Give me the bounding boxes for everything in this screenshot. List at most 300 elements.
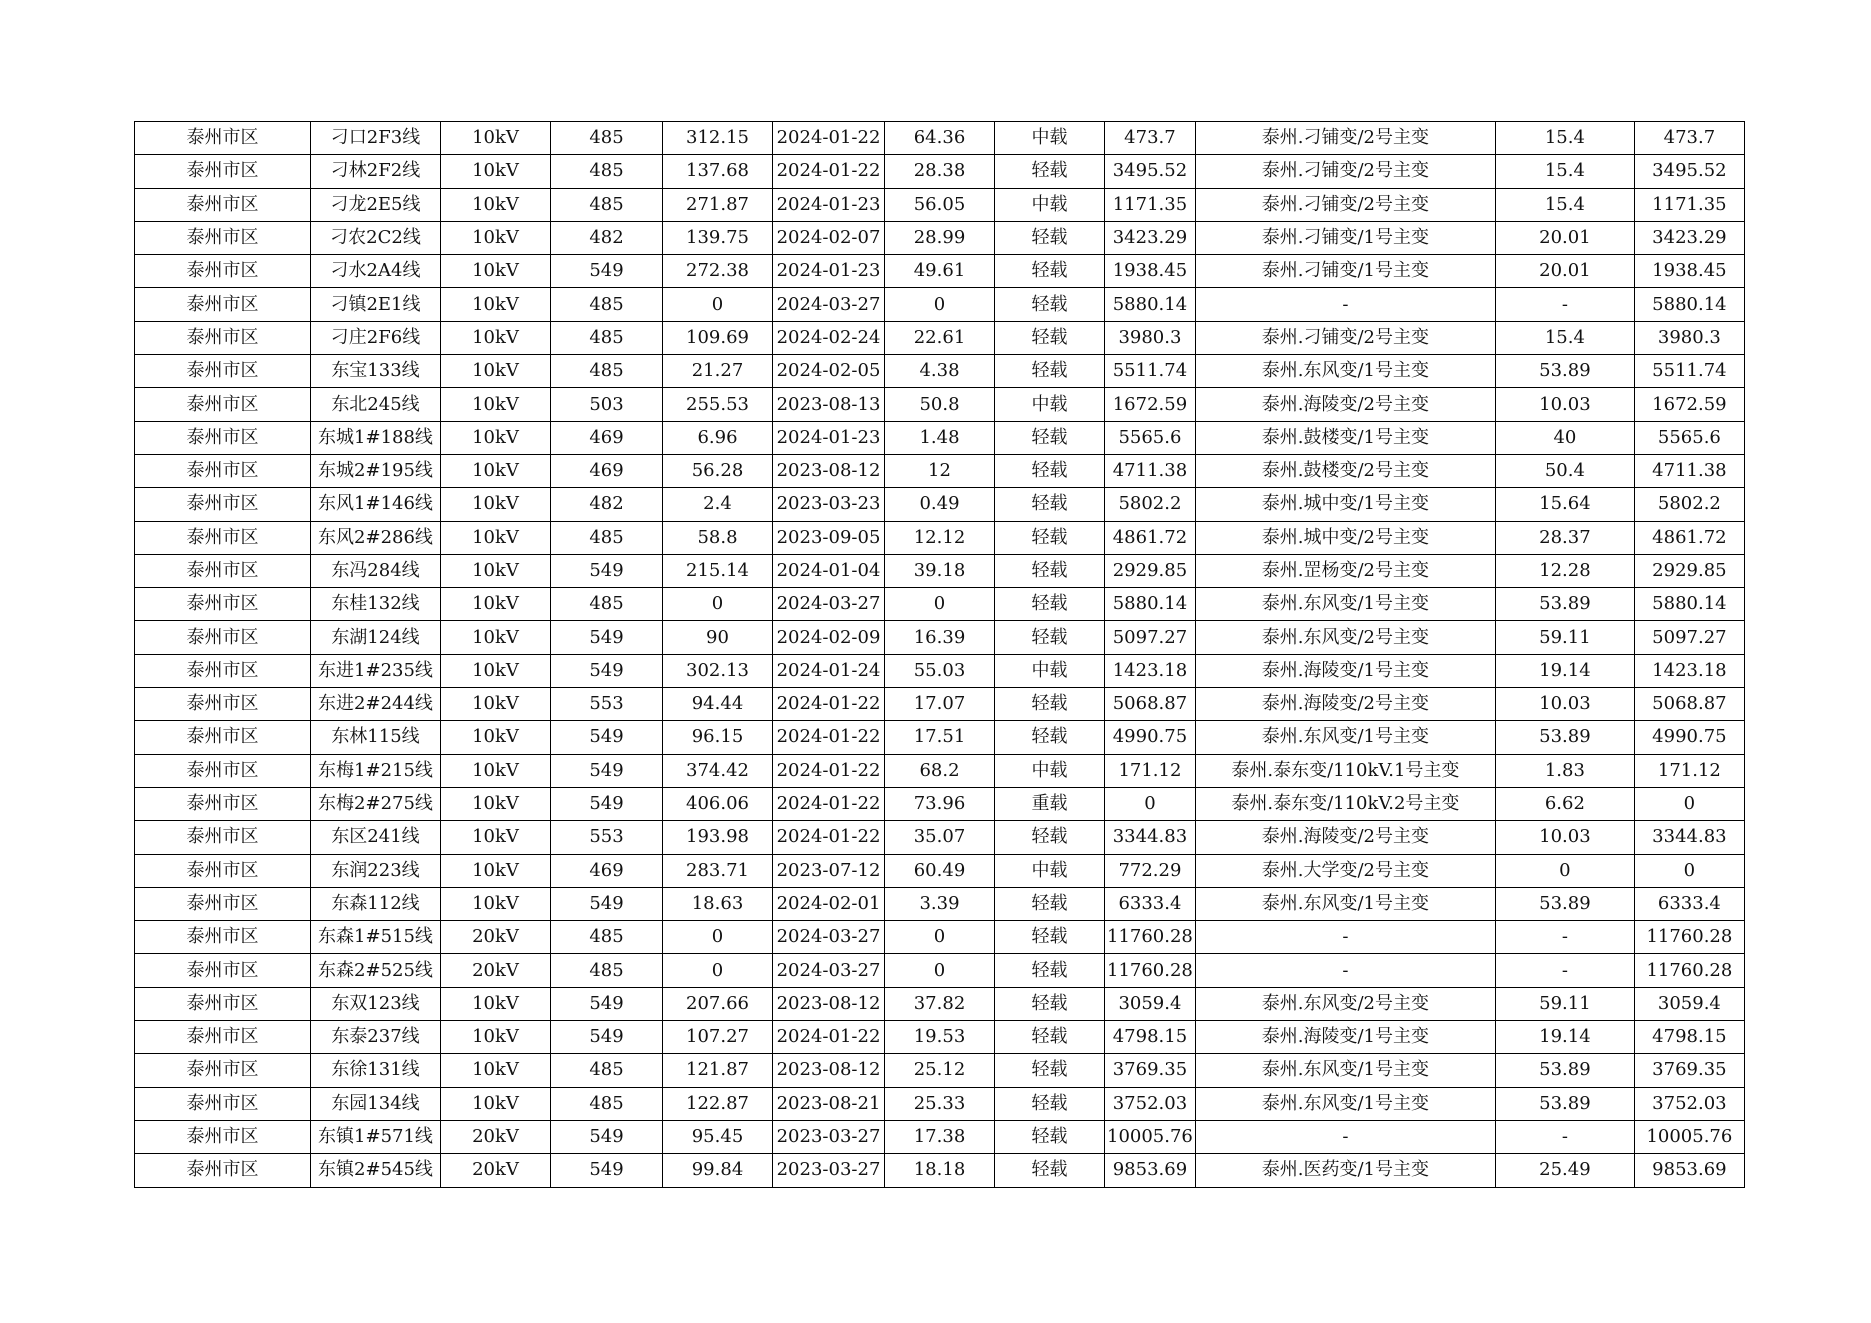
load-rate-cell: 0 (885, 954, 995, 987)
voltage-cell: 10kV (441, 155, 551, 188)
line-name-cell: 东城1#188线 (311, 421, 441, 454)
available-capacity-cell: 3423.29 (1105, 221, 1196, 254)
rated-current-cell: 485 (551, 122, 663, 155)
substation-cell: 泰州.医药变/1号主变 (1195, 1154, 1495, 1187)
region-cell: 泰州市区 (135, 1021, 311, 1054)
date-cell: 2024-01-22 (773, 821, 885, 854)
date-cell: 2023-03-27 (773, 1154, 885, 1187)
remaining-capacity-cell: 1171.35 (1634, 188, 1744, 221)
voltage-cell: 10kV (441, 421, 551, 454)
table-row (135, 1154, 1745, 1187)
voltage-cell: 10kV (441, 1021, 551, 1054)
available-capacity-cell: 473.7 (1105, 122, 1196, 155)
substation-cell: 泰州.大学变/2号主变 (1195, 854, 1495, 887)
line-name-cell: 东泰237线 (311, 1021, 441, 1054)
remaining-capacity-cell: 4798.15 (1634, 1021, 1744, 1054)
voltage-cell: 10kV (441, 887, 551, 920)
max-current-cell: 0 (663, 288, 773, 321)
transformer-capacity-cell: 59.11 (1495, 987, 1634, 1020)
transformer-capacity-cell: - (1495, 921, 1634, 954)
line-name-cell: 刁农2C2线 (311, 221, 441, 254)
load-rate-cell: 28.38 (885, 155, 995, 188)
load-status-cell: 轻载 (995, 1054, 1105, 1087)
rated-current-cell: 553 (551, 821, 663, 854)
date-cell: 2024-02-01 (773, 887, 885, 920)
remaining-capacity-cell: 2929.85 (1634, 554, 1744, 587)
substation-cell: 泰州.东风变/1号主变 (1195, 721, 1495, 754)
table-row (135, 255, 1745, 288)
transformer-capacity-cell: 53.89 (1495, 721, 1634, 754)
remaining-capacity-cell: 9853.69 (1634, 1154, 1744, 1187)
max-current-cell: 94.44 (663, 688, 773, 721)
table-row (135, 588, 1745, 621)
rated-current-cell: 469 (551, 454, 663, 487)
table-row (135, 488, 1745, 521)
region-cell: 泰州市区 (135, 621, 311, 654)
max-current-cell: 95.45 (663, 1120, 773, 1153)
rated-current-cell: 485 (551, 188, 663, 221)
line-name-cell: 东进1#235线 (311, 654, 441, 687)
available-capacity-cell: 6333.4 (1105, 887, 1196, 920)
max-current-cell: 109.69 (663, 321, 773, 354)
load-status-cell: 轻载 (995, 621, 1105, 654)
rated-current-cell: 549 (551, 255, 663, 288)
load-status-cell: 中载 (995, 188, 1105, 221)
line-name-cell: 东梅1#215线 (311, 754, 441, 787)
load-status-cell: 轻载 (995, 1154, 1105, 1187)
available-capacity-cell: 171.12 (1105, 754, 1196, 787)
max-current-cell: 302.13 (663, 654, 773, 687)
rated-current-cell: 553 (551, 688, 663, 721)
substation-cell: 泰州.鼓楼变/1号主变 (1195, 421, 1495, 454)
transformer-capacity-cell: 15.4 (1495, 188, 1634, 221)
transformer-capacity-cell: 6.62 (1495, 787, 1634, 820)
remaining-capacity-cell: 5097.27 (1634, 621, 1744, 654)
region-cell: 泰州市区 (135, 255, 311, 288)
substation-cell: 泰州.海陵变/1号主变 (1195, 1021, 1495, 1054)
voltage-cell: 10kV (441, 355, 551, 388)
transformer-capacity-cell: 19.14 (1495, 654, 1634, 687)
substation-cell: 泰州.东风变/1号主变 (1195, 588, 1495, 621)
load-status-cell: 中载 (995, 654, 1105, 687)
date-cell: 2024-02-07 (773, 221, 885, 254)
voltage-cell: 10kV (441, 787, 551, 820)
rated-current-cell: 549 (551, 1021, 663, 1054)
available-capacity-cell: 1423.18 (1105, 654, 1196, 687)
load-status-cell: 轻载 (995, 1120, 1105, 1153)
load-rate-cell: 73.96 (885, 787, 995, 820)
rated-current-cell: 549 (551, 621, 663, 654)
remaining-capacity-cell: 3344.83 (1634, 821, 1744, 854)
line-name-cell: 东梅2#275线 (311, 787, 441, 820)
load-status-cell: 轻载 (995, 155, 1105, 188)
line-name-cell: 东林115线 (311, 721, 441, 754)
load-rate-cell: 56.05 (885, 188, 995, 221)
remaining-capacity-cell: 5880.14 (1634, 588, 1744, 621)
max-current-cell: 96.15 (663, 721, 773, 754)
voltage-cell: 10kV (441, 1087, 551, 1120)
table-row (135, 754, 1745, 787)
line-name-cell: 东风1#146线 (311, 488, 441, 521)
table-row (135, 521, 1745, 554)
available-capacity-cell: 11760.28 (1105, 921, 1196, 954)
transformer-capacity-cell: 1.83 (1495, 754, 1634, 787)
load-status-cell: 轻载 (995, 554, 1105, 587)
available-capacity-cell: 5068.87 (1105, 688, 1196, 721)
voltage-cell: 10kV (441, 1054, 551, 1087)
rated-current-cell: 485 (551, 155, 663, 188)
load-rate-cell: 0 (885, 288, 995, 321)
date-cell: 2024-02-09 (773, 621, 885, 654)
remaining-capacity-cell: 6333.4 (1634, 887, 1744, 920)
remaining-capacity-cell: 4990.75 (1634, 721, 1744, 754)
transformer-capacity-cell: 53.89 (1495, 887, 1634, 920)
substation-cell: 泰州.刁铺变/2号主变 (1195, 321, 1495, 354)
remaining-capacity-cell: 3059.4 (1634, 987, 1744, 1020)
line-name-cell: 东森2#525线 (311, 954, 441, 987)
remaining-capacity-cell: 3769.35 (1634, 1054, 1744, 1087)
region-cell: 泰州市区 (135, 488, 311, 521)
transformer-capacity-cell: 10.03 (1495, 688, 1634, 721)
load-rate-cell: 17.51 (885, 721, 995, 754)
substation-cell: 泰州.东风变/2号主变 (1195, 987, 1495, 1020)
date-cell: 2023-03-27 (773, 1120, 885, 1153)
date-cell: 2023-08-12 (773, 1054, 885, 1087)
date-cell: 2024-01-22 (773, 787, 885, 820)
rated-current-cell: 549 (551, 1120, 663, 1153)
max-current-cell: 6.96 (663, 421, 773, 454)
load-status-cell: 轻载 (995, 721, 1105, 754)
line-name-cell: 东宝133线 (311, 355, 441, 388)
voltage-cell: 10kV (441, 588, 551, 621)
date-cell: 2024-01-22 (773, 721, 885, 754)
voltage-cell: 10kV (441, 454, 551, 487)
line-name-cell: 刁庄2F6线 (311, 321, 441, 354)
line-name-cell: 东城2#195线 (311, 454, 441, 487)
load-rate-cell: 49.61 (885, 255, 995, 288)
date-cell: 2024-01-22 (773, 1021, 885, 1054)
max-current-cell: 0 (663, 588, 773, 621)
rated-current-cell: 549 (551, 654, 663, 687)
region-cell: 泰州市区 (135, 221, 311, 254)
load-status-cell: 轻载 (995, 688, 1105, 721)
voltage-cell: 10kV (441, 721, 551, 754)
date-cell: 2024-01-24 (773, 654, 885, 687)
table-row (135, 188, 1745, 221)
voltage-cell: 10kV (441, 255, 551, 288)
rated-current-cell: 485 (551, 954, 663, 987)
line-name-cell: 东森1#515线 (311, 921, 441, 954)
region-cell: 泰州市区 (135, 454, 311, 487)
load-status-cell: 轻载 (995, 355, 1105, 388)
rated-current-cell: 485 (551, 588, 663, 621)
voltage-cell: 10kV (441, 754, 551, 787)
voltage-cell: 10kV (441, 821, 551, 854)
available-capacity-cell: 4711.38 (1105, 454, 1196, 487)
transformer-capacity-cell: 53.89 (1495, 355, 1634, 388)
date-cell: 2024-01-22 (773, 688, 885, 721)
table-row (135, 787, 1745, 820)
voltage-cell: 10kV (441, 388, 551, 421)
remaining-capacity-cell: 5565.6 (1634, 421, 1744, 454)
load-status-cell: 轻载 (995, 987, 1105, 1020)
substation-cell: 泰州.刁铺变/1号主变 (1195, 255, 1495, 288)
load-rate-cell: 25.33 (885, 1087, 995, 1120)
rated-current-cell: 469 (551, 854, 663, 887)
region-cell: 泰州市区 (135, 821, 311, 854)
date-cell: 2023-08-12 (773, 987, 885, 1020)
line-name-cell: 东润223线 (311, 854, 441, 887)
load-status-cell: 轻载 (995, 1087, 1105, 1120)
date-cell: 2023-08-12 (773, 454, 885, 487)
available-capacity-cell: 1672.59 (1105, 388, 1196, 421)
available-capacity-cell: 3980.3 (1105, 321, 1196, 354)
rated-current-cell: 549 (551, 554, 663, 587)
remaining-capacity-cell: 3423.29 (1634, 221, 1744, 254)
line-name-cell: 东风2#286线 (311, 521, 441, 554)
max-current-cell: 2.4 (663, 488, 773, 521)
available-capacity-cell: 5097.27 (1105, 621, 1196, 654)
rated-current-cell: 503 (551, 388, 663, 421)
remaining-capacity-cell: 1938.45 (1634, 255, 1744, 288)
load-rate-cell: 50.8 (885, 388, 995, 421)
line-name-cell: 东森112线 (311, 887, 441, 920)
load-rate-cell: 19.53 (885, 1021, 995, 1054)
table-row (135, 1087, 1745, 1120)
substation-cell: 泰州.泰东变/110kV.1号主变 (1195, 754, 1495, 787)
available-capacity-cell: 772.29 (1105, 854, 1196, 887)
transformer-capacity-cell: 15.64 (1495, 488, 1634, 521)
rated-current-cell: 485 (551, 288, 663, 321)
substation-cell: 泰州.东风变/1号主变 (1195, 887, 1495, 920)
date-cell: 2023-07-12 (773, 854, 885, 887)
transformer-capacity-cell: 15.4 (1495, 122, 1634, 155)
rated-current-cell: 549 (551, 987, 663, 1020)
transformer-capacity-cell: - (1495, 288, 1634, 321)
available-capacity-cell: 4990.75 (1105, 721, 1196, 754)
max-current-cell: 271.87 (663, 188, 773, 221)
remaining-capacity-cell: 5068.87 (1634, 688, 1744, 721)
region-cell: 泰州市区 (135, 155, 311, 188)
load-rate-cell: 0 (885, 588, 995, 621)
date-cell: 2023-09-05 (773, 521, 885, 554)
max-current-cell: 99.84 (663, 1154, 773, 1187)
available-capacity-cell: 2929.85 (1105, 554, 1196, 587)
max-current-cell: 207.66 (663, 987, 773, 1020)
max-current-cell: 56.28 (663, 454, 773, 487)
transformer-capacity-cell: 53.89 (1495, 1087, 1634, 1120)
date-cell: 2024-01-22 (773, 754, 885, 787)
substation-cell: 泰州.海陵变/1号主变 (1195, 654, 1495, 687)
load-status-cell: 轻载 (995, 954, 1105, 987)
load-status-cell: 轻载 (995, 221, 1105, 254)
load-status-cell: 轻载 (995, 288, 1105, 321)
load-rate-cell: 17.07 (885, 688, 995, 721)
transformer-capacity-cell: 59.11 (1495, 621, 1634, 654)
line-name-cell: 东进2#244线 (311, 688, 441, 721)
available-capacity-cell: 11760.28 (1105, 954, 1196, 987)
load-rate-cell: 12.12 (885, 521, 995, 554)
date-cell: 2023-08-13 (773, 388, 885, 421)
remaining-capacity-cell: 473.7 (1634, 122, 1744, 155)
transformer-capacity-cell: 20.01 (1495, 221, 1634, 254)
region-cell: 泰州市区 (135, 688, 311, 721)
voltage-cell: 10kV (441, 122, 551, 155)
remaining-capacity-cell: 5802.2 (1634, 488, 1744, 521)
date-cell: 2023-03-23 (773, 488, 885, 521)
table-row (135, 621, 1745, 654)
load-status-cell: 中载 (995, 754, 1105, 787)
region-cell: 泰州市区 (135, 854, 311, 887)
load-rate-cell: 35.07 (885, 821, 995, 854)
date-cell: 2023-08-21 (773, 1087, 885, 1120)
load-rate-cell: 39.18 (885, 554, 995, 587)
remaining-capacity-cell: 5880.14 (1634, 288, 1744, 321)
line-name-cell: 东冯284线 (311, 554, 441, 587)
max-current-cell: 137.68 (663, 155, 773, 188)
line-name-cell: 东北245线 (311, 388, 441, 421)
load-rate-cell: 64.36 (885, 122, 995, 155)
substation-cell: 泰州.泰东变/110kV.2号主变 (1195, 787, 1495, 820)
available-capacity-cell: 3752.03 (1105, 1087, 1196, 1120)
voltage-cell: 20kV (441, 954, 551, 987)
line-name-cell: 刁口2F3线 (311, 122, 441, 155)
substation-cell: 泰州.东风变/1号主变 (1195, 1087, 1495, 1120)
remaining-capacity-cell: 5511.74 (1634, 355, 1744, 388)
line-name-cell: 东镇1#571线 (311, 1120, 441, 1153)
available-capacity-cell: 3495.52 (1105, 155, 1196, 188)
transformer-capacity-cell: 28.37 (1495, 521, 1634, 554)
table-row (135, 987, 1745, 1020)
region-cell: 泰州市区 (135, 721, 311, 754)
date-cell: 2024-01-04 (773, 554, 885, 587)
substation-cell: 泰州.刁铺变/2号主变 (1195, 122, 1495, 155)
rated-current-cell: 549 (551, 887, 663, 920)
max-current-cell: 283.71 (663, 854, 773, 887)
load-rate-cell: 22.61 (885, 321, 995, 354)
transformer-capacity-cell: 15.4 (1495, 155, 1634, 188)
rated-current-cell: 485 (551, 321, 663, 354)
substation-cell: 泰州.东风变/2号主变 (1195, 621, 1495, 654)
load-status-cell: 轻载 (995, 821, 1105, 854)
substation-cell: 泰州.城中变/1号主变 (1195, 488, 1495, 521)
table-row (135, 954, 1745, 987)
line-name-cell: 东双123线 (311, 987, 441, 1020)
load-status-cell: 轻载 (995, 1021, 1105, 1054)
line-name-cell: 东镇2#545线 (311, 1154, 441, 1187)
table-row (135, 688, 1745, 721)
line-name-cell: 刁镇2E1线 (311, 288, 441, 321)
remaining-capacity-cell: 3752.03 (1634, 1087, 1744, 1120)
region-cell: 泰州市区 (135, 588, 311, 621)
table-row (135, 321, 1745, 354)
rated-current-cell: 469 (551, 421, 663, 454)
max-current-cell: 139.75 (663, 221, 773, 254)
max-current-cell: 121.87 (663, 1054, 773, 1087)
region-cell: 泰州市区 (135, 787, 311, 820)
region-cell: 泰州市区 (135, 521, 311, 554)
remaining-capacity-cell: 1423.18 (1634, 654, 1744, 687)
rated-current-cell: 485 (551, 521, 663, 554)
load-status-cell: 轻载 (995, 887, 1105, 920)
feeder-load-table (134, 121, 1745, 1188)
line-name-cell: 东徐131线 (311, 1054, 441, 1087)
line-name-cell: 刁水2A4线 (311, 255, 441, 288)
available-capacity-cell: 5880.14 (1105, 588, 1196, 621)
line-name-cell: 东桂132线 (311, 588, 441, 621)
remaining-capacity-cell: 1672.59 (1634, 388, 1744, 421)
max-current-cell: 255.53 (663, 388, 773, 421)
substation-cell: 泰州.海陵变/2号主变 (1195, 688, 1495, 721)
substation-cell: - (1195, 921, 1495, 954)
region-cell: 泰州市区 (135, 421, 311, 454)
table-row (135, 1054, 1745, 1087)
substation-cell: 泰州.东风变/1号主变 (1195, 1054, 1495, 1087)
available-capacity-cell: 1938.45 (1105, 255, 1196, 288)
max-current-cell: 122.87 (663, 1087, 773, 1120)
line-name-cell: 刁林2F2线 (311, 155, 441, 188)
voltage-cell: 10kV (441, 688, 551, 721)
substation-cell: 泰州.罡杨变/2号主变 (1195, 554, 1495, 587)
substation-cell: - (1195, 1120, 1495, 1153)
substation-cell: 泰州.刁铺变/2号主变 (1195, 155, 1495, 188)
load-status-cell: 轻载 (995, 588, 1105, 621)
line-name-cell: 刁龙2E5线 (311, 188, 441, 221)
remaining-capacity-cell: 4861.72 (1634, 521, 1744, 554)
date-cell: 2024-01-22 (773, 122, 885, 155)
available-capacity-cell: 0 (1105, 787, 1196, 820)
date-cell: 2024-01-22 (773, 155, 885, 188)
transformer-capacity-cell: 20.01 (1495, 255, 1634, 288)
load-rate-cell: 25.12 (885, 1054, 995, 1087)
transformer-capacity-cell: 53.89 (1495, 588, 1634, 621)
load-rate-cell: 60.49 (885, 854, 995, 887)
region-cell: 泰州市区 (135, 1120, 311, 1153)
load-status-cell: 轻载 (995, 454, 1105, 487)
table-row (135, 721, 1745, 754)
load-rate-cell: 3.39 (885, 887, 995, 920)
rated-current-cell: 485 (551, 355, 663, 388)
table-row (135, 1021, 1745, 1054)
remaining-capacity-cell: 171.12 (1634, 754, 1744, 787)
table-body (135, 122, 1745, 1188)
load-rate-cell: 37.82 (885, 987, 995, 1020)
transformer-capacity-cell: - (1495, 954, 1634, 987)
load-rate-cell: 0.49 (885, 488, 995, 521)
rated-current-cell: 549 (551, 787, 663, 820)
date-cell: 2024-02-05 (773, 355, 885, 388)
load-rate-cell: 16.39 (885, 621, 995, 654)
max-current-cell: 0 (663, 921, 773, 954)
line-name-cell: 东湖124线 (311, 621, 441, 654)
substation-cell: 泰州.海陵变/2号主变 (1195, 388, 1495, 421)
remaining-capacity-cell: 3495.52 (1634, 155, 1744, 188)
transformer-capacity-cell: 10.03 (1495, 388, 1634, 421)
max-current-cell: 90 (663, 621, 773, 654)
available-capacity-cell: 1171.35 (1105, 188, 1196, 221)
remaining-capacity-cell: 11760.28 (1634, 921, 1744, 954)
transformer-capacity-cell: 12.28 (1495, 554, 1634, 587)
max-current-cell: 374.42 (663, 754, 773, 787)
region-cell: 泰州市区 (135, 288, 311, 321)
load-status-cell: 轻载 (995, 255, 1105, 288)
transformer-capacity-cell: 19.14 (1495, 1021, 1634, 1054)
table-row (135, 821, 1745, 854)
max-current-cell: 193.98 (663, 821, 773, 854)
voltage-cell: 20kV (441, 1120, 551, 1153)
remaining-capacity-cell: 10005.76 (1634, 1120, 1744, 1153)
rated-current-cell: 482 (551, 221, 663, 254)
